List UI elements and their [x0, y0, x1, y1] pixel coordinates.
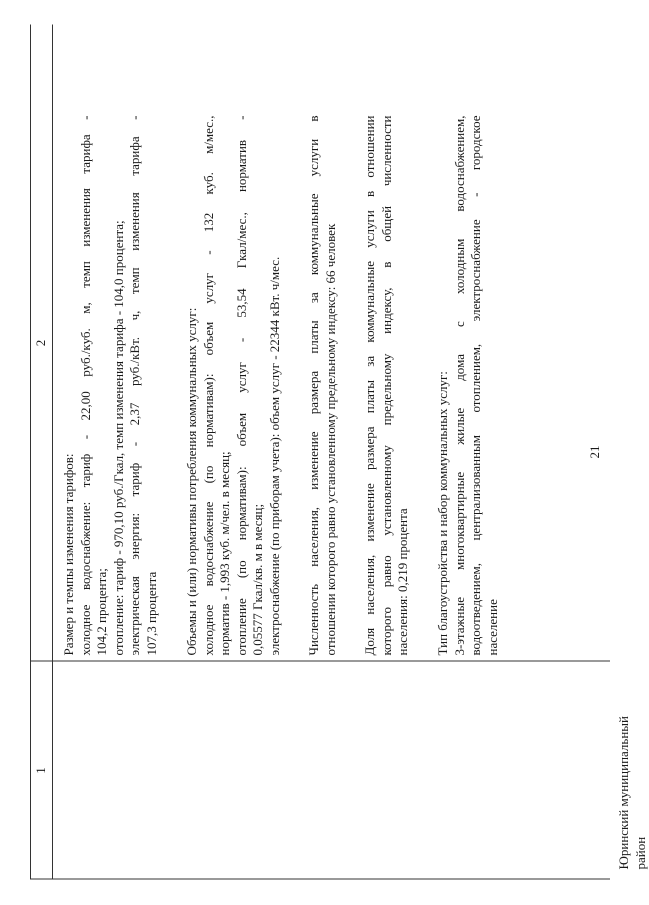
municipality-line: Юринский муниципальный [616, 716, 631, 870]
description-cell [30, 116, 610, 656]
column-2-header: 2 [33, 339, 48, 347]
text-line: Тип благоустройства и набор коммунальных услуг: [435, 371, 450, 656]
text-line: электроснабжение (по приборам учета): объем услуг - 22344 кВт. ч/мес. [266, 256, 282, 656]
municipality-cell [615, 710, 649, 870]
volumes-block [184, 116, 283, 656]
text-line: отопление: тариф - 970,10 руб./Гкал, темп изменения тарифа - 104,0 процента; [110, 220, 126, 656]
text-line: отношении которого равно установленному предельному индексу: 66 человек [322, 223, 338, 656]
text-line: отопление (по нормативам): объем услуг - 53,54 Гкал/мес., норматив - [233, 115, 249, 656]
text-line: 104,2 процента; [94, 568, 109, 656]
text-line: водоотведением, централизованным отоплением, электроснабжение - городское [468, 115, 483, 656]
text-line: Размер и темпы изменения тарифов: [61, 453, 76, 656]
text-line: население [484, 599, 500, 656]
text-line: Объемы и (или) нормативы потребления коммунальных услуг: [184, 307, 199, 656]
column-1-header: 1 [33, 767, 48, 774]
text-line: 0,05577 Гкал/кв. м в месяц; [250, 503, 265, 656]
text-line: норматив - 1,993 куб. м/чел. в месяц; [217, 451, 232, 656]
text-line: Численность населения, изменение размера платы за коммунальные услуги в [306, 115, 321, 656]
text-line: которого равно установленному предельному индексу, в общей численности [378, 115, 394, 656]
population-count-block [306, 116, 339, 656]
text-line: Доля населения, изменение размера платы за коммунальные услуги в отношении [362, 115, 377, 656]
page-number: 21 [587, 445, 602, 459]
table-left-border [30, 879, 610, 880]
text-line: холодное водоснабжение (по нормативам): объем услуг - 132 куб. м/мес., [200, 115, 216, 656]
text-line: электрическая энергия: тариф - 2,37 руб./кВт. ч, темп изменения тарифа - [127, 115, 142, 656]
text-line: 3-этажные многоквартирные жилые дома с холодным водоснабжением, [451, 115, 467, 656]
utilities-type-block [435, 116, 501, 656]
tariffs-block [61, 116, 160, 656]
population-share-block [362, 116, 412, 656]
rotated-table [30, 25, 648, 880]
municipality-line: район [633, 836, 648, 870]
column-divider [30, 661, 610, 662]
text-line: 107,3 процента [143, 571, 159, 656]
text-line: населения: 0,219 процента [395, 508, 410, 656]
text-line: холодное водоснабжение: тариф - 22,00 руб./куб. м, темп изменения тарифа - [77, 115, 93, 656]
